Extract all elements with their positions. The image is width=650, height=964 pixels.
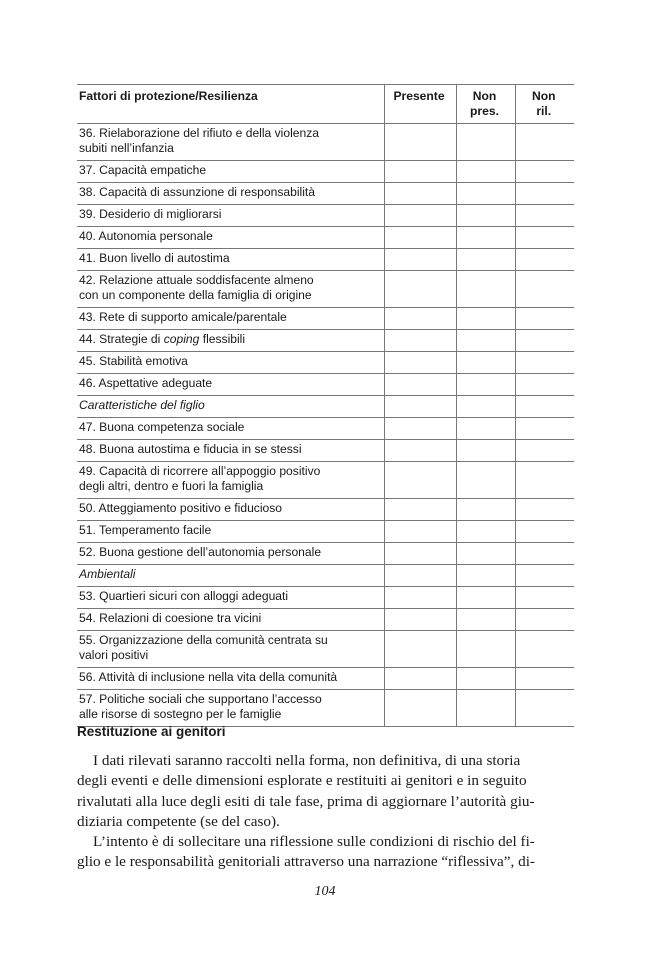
factor-label (77, 690, 384, 727)
factor-label-post: flessibili (199, 332, 246, 346)
present-cell (384, 543, 456, 565)
header-not-present-line1: Non (472, 89, 497, 103)
factor-label-line1: 50. Atteggiamento positivo e fiducioso (79, 501, 283, 515)
not-detected-cell (515, 396, 574, 418)
header-present: Presente (384, 85, 456, 124)
factor-label-line1: 57. Politiche sociali che supportano l’accesso (79, 692, 322, 706)
factor-label (77, 462, 384, 499)
present-cell (384, 249, 456, 271)
present-cell (384, 565, 456, 587)
resilience-factors-table (77, 84, 574, 727)
not-present-cell (456, 308, 515, 330)
present-cell (384, 308, 456, 330)
not-present-cell (456, 374, 515, 396)
present-cell (384, 587, 456, 609)
present-cell (384, 352, 456, 374)
present-cell (384, 330, 456, 352)
present-cell (384, 440, 456, 462)
present-cell (384, 374, 456, 396)
factor-label-line1: Caratteristiche del figlio (79, 398, 205, 412)
not-present-cell (456, 227, 515, 249)
factor-label-line1: 37. Capacità empatiche (79, 163, 207, 177)
not-present-cell (456, 440, 515, 462)
table-row (77, 205, 574, 227)
not-detected-cell (515, 271, 574, 308)
factor-label-line2: subiti nell’infanzia (79, 141, 174, 155)
not-present-cell (456, 543, 515, 565)
present-cell (384, 124, 456, 161)
factor-label-line1: 36. Rielaborazione del rifiuto e della violenza (79, 126, 320, 140)
factor-label (77, 543, 384, 565)
not-detected-cell (515, 609, 574, 631)
table-row (77, 668, 574, 690)
factor-label-line1: 45. Stabilità emotiva (79, 354, 188, 368)
present-cell (384, 690, 456, 727)
not-present-cell (456, 587, 515, 609)
factor-label (77, 183, 384, 205)
not-present-cell (456, 396, 515, 418)
not-present-cell (456, 609, 515, 631)
table-row (77, 587, 574, 609)
present-cell (384, 631, 456, 668)
not-present-cell (456, 330, 515, 352)
not-present-cell (456, 352, 515, 374)
factor-label-line1: 53. Quartieri sicuri con alloggi adeguati (79, 589, 289, 603)
factor-label (77, 227, 384, 249)
factor-label-line2: valori positivi (79, 648, 149, 662)
page-number: 104 (314, 884, 336, 899)
factor-label-line1: 38. Capacità di assunzione di responsabilità (79, 185, 315, 199)
header-not-detected (515, 85, 574, 124)
not-detected-cell (515, 183, 574, 205)
not-detected-cell (515, 374, 574, 396)
paragraph-1 (77, 751, 574, 832)
factor-label (77, 124, 384, 161)
factor-label-line1: 54. Relazioni di coesione tra vicini (79, 611, 262, 625)
not-present-cell (456, 499, 515, 521)
not-present-cell (456, 205, 515, 227)
not-detected-cell (515, 205, 574, 227)
factor-label-line1: 43. Rete di supporto amicale/parentale (79, 310, 287, 324)
not-detected-cell (515, 308, 574, 330)
not-present-cell (456, 124, 515, 161)
table-row (77, 521, 574, 543)
not-present-cell (456, 565, 515, 587)
factor-label-line1: 49. Capacità di ricorrere all’appoggio positivo (79, 464, 321, 478)
not-detected-cell (515, 161, 574, 183)
factor-label (77, 330, 384, 352)
factor-label (77, 499, 384, 521)
factor-label-line1: 52. Buona gestione dell’autonomia personale (79, 545, 322, 559)
table-header-row (77, 85, 574, 124)
not-detected-cell (515, 124, 574, 161)
present-cell (384, 499, 456, 521)
present-cell (384, 462, 456, 499)
factor-label-pre: 44. Strategie di (79, 332, 164, 346)
factor-label (77, 249, 384, 271)
factor-label-line1: 41. Buon livello di autostima (79, 251, 230, 265)
factor-label-line2: con un componente della famiglia di origine (79, 288, 312, 302)
table-row (77, 227, 574, 249)
present-cell (384, 396, 456, 418)
header-not-detected-line2: ril. (536, 104, 552, 118)
header-factor: Fattori di protezione/Resilienza (77, 85, 384, 124)
factor-label-line2: alle risorse di sostegno per le famiglie (79, 707, 282, 721)
not-detected-cell (515, 462, 574, 499)
section-label (77, 396, 384, 418)
header-not-detected-line1: Non (531, 89, 556, 103)
factor-label (77, 609, 384, 631)
present-cell (384, 227, 456, 249)
not-present-cell (456, 161, 515, 183)
not-present-cell (456, 462, 515, 499)
factor-label-line1: 46. Aspettative adeguate (79, 376, 213, 390)
table-section-row (77, 565, 574, 587)
not-detected-cell (515, 521, 574, 543)
paragraph-1-line: rivalutati alla luce degli esiti di tale fase, prima di aggiornare l’autorità giu- (77, 792, 535, 810)
table-body (77, 124, 574, 727)
factor-label-line1: 39. Desiderio di migliorarsi (79, 207, 222, 221)
not-detected-cell (515, 543, 574, 565)
not-present-cell (456, 690, 515, 727)
table-row (77, 690, 574, 727)
paragraph-2 (77, 832, 574, 873)
not-detected-cell (515, 440, 574, 462)
paragraph-1-line: diziaria competente (se del caso). (77, 812, 280, 830)
table-row (77, 308, 574, 330)
factor-label (77, 205, 384, 227)
factor-label-line1: 47. Buona competenza sociale (79, 420, 245, 434)
not-detected-cell (515, 587, 574, 609)
paragraph-2-line: L’intento è di sollecitare una riflessione sulle condizioni di rischio del fi- (93, 833, 535, 850)
table-row (77, 631, 574, 668)
table-row (77, 271, 574, 308)
not-present-cell (456, 668, 515, 690)
table-row (77, 330, 574, 352)
factor-label (77, 668, 384, 690)
not-detected-cell (515, 690, 574, 727)
not-detected-cell (515, 631, 574, 668)
header-not-present-line2: pres. (470, 104, 499, 118)
factor-label (77, 352, 384, 374)
paragraph-1-line: degli eventi e delle dimensioni esplorate e restituiti ai genitori e in seguito (77, 772, 527, 790)
table-section-row (77, 396, 574, 418)
not-present-cell (456, 418, 515, 440)
not-detected-cell (515, 499, 574, 521)
table-row (77, 374, 574, 396)
present-cell (384, 609, 456, 631)
factor-label-line1: 42. Relazione attuale soddisfacente almeno (79, 273, 314, 287)
table-row (77, 161, 574, 183)
not-detected-cell (515, 352, 574, 374)
paragraph-2-line: glio e le responsabilità genitoriali attraverso una narrazione “riflessiva”, di- (77, 853, 535, 871)
table-row (77, 352, 574, 374)
section-label (77, 565, 384, 587)
header-not-present (456, 85, 515, 124)
not-present-cell (456, 183, 515, 205)
present-cell (384, 668, 456, 690)
present-cell (384, 521, 456, 543)
table-row (77, 609, 574, 631)
factor-label (77, 161, 384, 183)
factor-label-line1: 51. Temperamento facile (79, 523, 212, 537)
table-row (77, 462, 574, 499)
not-detected-cell (515, 249, 574, 271)
not-present-cell (456, 631, 515, 668)
factor-label (77, 374, 384, 396)
table-row (77, 183, 574, 205)
factor-label (77, 308, 384, 330)
factor-label-line1: 55. Organizzazione della comunità centrata su (79, 633, 328, 647)
factor-label-line1: 56. Attività di inclusione nella vita della comunità (79, 670, 338, 684)
not-detected-cell (515, 330, 574, 352)
factor-label-line1: 40. Autonomia personale (79, 229, 213, 243)
factor-label (77, 587, 384, 609)
not-present-cell (456, 521, 515, 543)
factor-label (77, 271, 384, 308)
present-cell (384, 418, 456, 440)
factor-label (77, 631, 384, 668)
present-cell (384, 271, 456, 308)
factor-label (77, 440, 384, 462)
table-row (77, 124, 574, 161)
table-row (77, 543, 574, 565)
not-detected-cell (515, 227, 574, 249)
factor-label-line1: Ambientali (79, 567, 136, 581)
factor-label (77, 418, 384, 440)
not-detected-cell (515, 565, 574, 587)
table-row (77, 249, 574, 271)
present-cell (384, 205, 456, 227)
section-heading: Restituzione ai genitori (77, 724, 226, 739)
not-detected-cell (515, 668, 574, 690)
not-detected-cell (515, 418, 574, 440)
paragraph-1-line: I dati rilevati saranno raccolti nella forma, non definitiva, di una storia (93, 752, 521, 769)
factor-label-line2: degli altri, dentro e fuori la famiglia (79, 479, 264, 493)
present-cell (384, 183, 456, 205)
factor-label-em: coping (163, 332, 200, 346)
not-present-cell (456, 271, 515, 308)
table-row (77, 418, 574, 440)
not-present-cell (456, 249, 515, 271)
table-row (77, 440, 574, 462)
factor-label (77, 521, 384, 543)
table-row (77, 499, 574, 521)
present-cell (384, 161, 456, 183)
factor-label-line1: 48. Buona autostima e fiducia in se stessi (79, 442, 302, 456)
